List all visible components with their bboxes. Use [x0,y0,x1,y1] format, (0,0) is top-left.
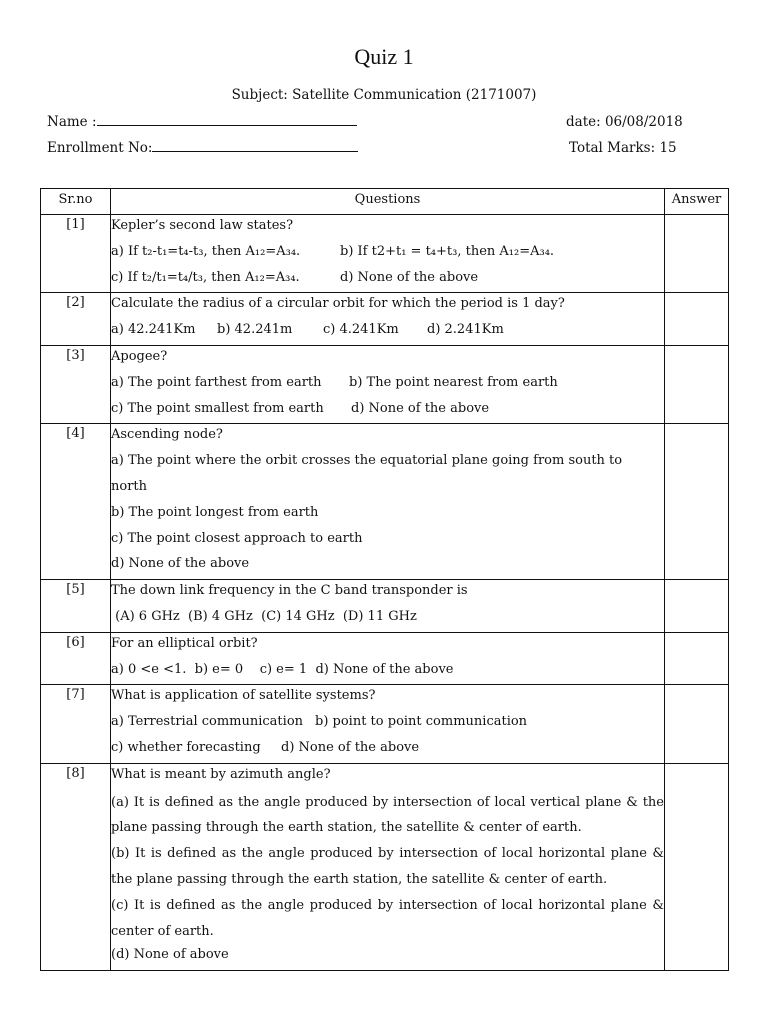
question-srno: [3] [41,345,111,423]
question-text: What is application of satellite systems? [111,688,376,704]
question-cell [111,345,665,423]
option-c: (c) It is defined as the angle produced by intersection of local horizontal plane & center of earth. [111,897,664,939]
answer-cell[interactable] [665,293,729,346]
option-a: a) If t₂-t₁=t₄-t₃, then A₁₂=A₃₄. [111,243,301,259]
col-questions: Questions [111,189,665,215]
question-srno: [6] [41,632,111,685]
enrollment-underline [152,140,358,152]
table-header-row [41,189,729,215]
question-srno: [5] [41,580,111,633]
answer-cell[interactable] [665,685,729,763]
answer-cell[interactable] [665,424,729,580]
question-row-3 [41,345,729,423]
option-c: c) The point smallest from earth [111,400,324,416]
answer-cell[interactable] [665,632,729,685]
option-d: (D) 11 GHz [342,608,417,624]
option-c: c) whether forecasting [111,739,261,755]
option-d: d) 2.241Km [427,322,504,338]
enrollment-label: Enrollment No: [47,140,153,156]
questions-table [40,188,729,971]
option-c: c) If t₂/t₁=t₄/t₃, then A₁₂=A₃₄. [111,269,300,285]
question-srno: [4] [41,424,111,580]
question-cell [111,632,665,685]
name-underline [97,114,357,126]
answer-cell[interactable] [665,580,729,633]
option-b: (b) It is defined as the angle produced by intersection of local horizontal plane & the plane passing through the earth station, the satellite & center of earth. [111,846,664,887]
col-srno: Sr.no [41,189,111,215]
option-d: d) None of the above [111,556,250,572]
option-a: a) 0 <e <1. [111,661,187,677]
option-a: (A) 6 GHz [115,608,180,624]
option-a: a) Terrestrial communication [111,714,304,730]
question-text: For an elliptical orbit? [111,635,258,651]
question-text: Apogee? [111,348,168,364]
question-row-4 [41,424,729,580]
question-row-8 [41,763,729,970]
option-a: a) 42.241Km [111,322,196,338]
option-c: c) 4.241Km [323,322,399,338]
option-c: c) e= 1 [259,661,308,677]
option-c: (C) 14 GHz [261,608,335,624]
option-b: b) e= 0 [194,661,244,677]
option-d: d) None of the above [315,661,454,677]
subject-line: Subject: Satellite Communication (2171007) [231,87,537,103]
option-a-continued: north [111,478,148,494]
question-srno: [1] [41,215,111,293]
answer-cell[interactable] [665,215,729,293]
name-label: Name : [47,114,97,130]
quiz-title: Quiz 1 [354,44,414,69]
question-text: The down link frequency in the C band transponder is [111,583,468,599]
option-b: b) The point nearest from earth [349,374,558,390]
question-srno: [8] [41,763,111,970]
question-cell [111,763,665,970]
option-d: d) None of the above [281,739,420,755]
total-marks-label: Total Marks: 15 [569,140,677,156]
option-d: (d) None of above [111,947,229,963]
question-cell [111,685,665,763]
option-a: a) The point where the orbit crosses the equatorial plane going from south to [111,453,623,469]
option-b: b) point to point communication [315,714,528,730]
option-d: d) None of the above [340,269,479,285]
option-a: a) The point farthest from earth [111,374,322,390]
option-c: c) The point closest approach to earth [111,530,363,546]
question-text: What is meant by azimuth angle? [111,766,331,782]
option-a: (a) It is defined as the angle produced by intersection of local vertical plane & the plane passing through the earth station, the satellite & center of earth. [111,794,664,836]
question-text: Kepler’s second law states? [111,218,294,233]
enrollment-field [47,140,358,156]
question-srno: [7] [41,685,111,763]
question-srno: [2] [41,293,111,346]
question-text: Calculate the radius of a circular orbit for which the period is 1 day? [111,296,565,312]
question-cell [111,424,665,580]
date-label: date: 06/08/2018 [566,114,683,130]
option-b: b) If t2+t₁ = t₄+t₃, then A₁₂=A₃₄. [340,243,555,259]
question-cell [111,580,665,633]
name-field [47,114,357,130]
col-answer: Answer [665,189,729,215]
answer-cell[interactable] [665,345,729,423]
question-row-6 [41,632,729,685]
answer-cell[interactable] [665,763,729,970]
question-cell [111,215,665,293]
question-cell [111,293,665,346]
question-row-2 [41,293,729,346]
option-b: b) The point longest from earth [111,504,319,520]
option-b: b) 42.241m [217,322,293,338]
option-d: d) None of the above [351,400,490,416]
question-row-5 [41,580,729,633]
question-row-7 [41,685,729,763]
option-b: (B) 4 GHz [188,608,253,624]
question-text: Ascending node? [111,427,223,443]
question-row-1 [41,215,729,293]
